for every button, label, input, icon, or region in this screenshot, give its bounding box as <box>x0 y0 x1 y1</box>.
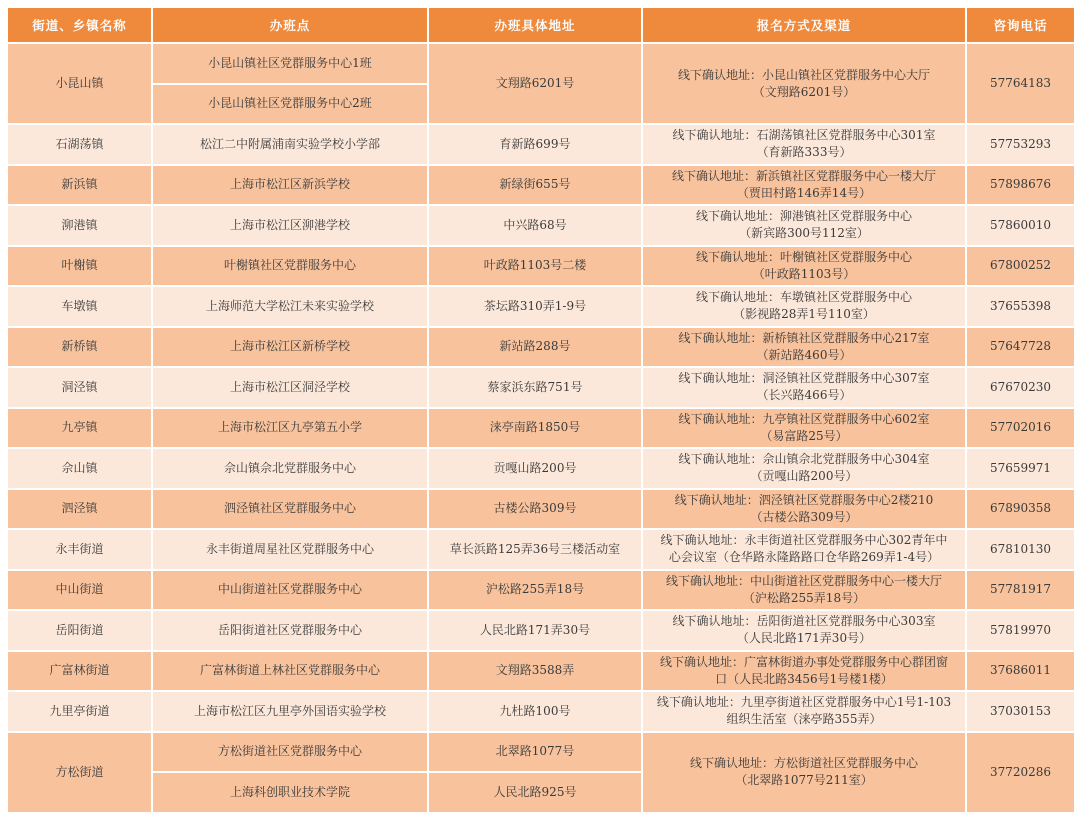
site-cell: 上海市松江区洞泾学校 <box>152 367 428 408</box>
site-cell: 永丰街道周星社区党群服务中心 <box>152 529 428 570</box>
town-cell: 车墩镇 <box>7 286 152 327</box>
table-row <box>7 691 1075 732</box>
address-cell: 北翠路1077号 <box>428 732 642 773</box>
town-cell: 永丰街道 <box>7 529 152 570</box>
address-cell: 新站路288号 <box>428 327 642 368</box>
town-cell: 方松街道 <box>7 732 152 813</box>
phone-cell: 57764183 <box>966 43 1075 124</box>
table-row <box>7 246 1075 287</box>
channel-cell: 线下确认地址：泗泾镇社区党群服务中心2楼210 （古楼公路309号） <box>642 489 966 530</box>
phone-cell: 37655398 <box>966 286 1075 327</box>
table-row <box>7 610 1075 651</box>
header-site: 办班点 <box>152 7 428 43</box>
phone-cell: 37720286 <box>966 732 1075 813</box>
town-cell: 新桥镇 <box>7 327 152 368</box>
channel-cell: 线下确认地址：新桥镇社区党群服务中心217室 （新站路460号） <box>642 327 966 368</box>
table-row <box>7 165 1075 206</box>
header-phone: 咨询电话 <box>966 7 1075 43</box>
table-row <box>7 489 1075 530</box>
town-cell: 小昆山镇 <box>7 43 152 124</box>
table-row <box>7 651 1075 692</box>
address-cell: 中兴路68号 <box>428 205 642 246</box>
address-cell: 草长浜路125弄36号三楼活动室 <box>428 529 642 570</box>
address-cell: 新绿街655号 <box>428 165 642 206</box>
address-cell: 茶坛路310弄1-9号 <box>428 286 642 327</box>
channel-cell: 线下确认地址：石湖荡镇社区党群服务中心301室 （育新路333号） <box>642 124 966 165</box>
channel-cell: 线下确认地址：广富林街道办事处党群服务中心群团窗 口（人民北路3456号1号楼1楼） <box>642 651 966 692</box>
town-cell: 中山街道 <box>7 570 152 611</box>
table-row <box>7 286 1075 327</box>
address-cell: 育新路699号 <box>428 124 642 165</box>
phone-cell: 67810130 <box>966 529 1075 570</box>
phone-cell: 57781917 <box>966 570 1075 611</box>
table-row <box>7 448 1075 489</box>
town-cell: 九里亭街道 <box>7 691 152 732</box>
address-cell: 古楼公路309号 <box>428 489 642 530</box>
table-row <box>7 408 1075 449</box>
phone-cell: 57702016 <box>966 408 1075 449</box>
address-cell: 人民北路925号 <box>428 772 642 813</box>
channel-cell: 线下确认地址：新浜镇社区党群服务中心一楼大厅 （贾田村路146弄14号） <box>642 165 966 206</box>
phone-cell: 67800252 <box>966 246 1075 287</box>
town-cell: 九亭镇 <box>7 408 152 449</box>
header-channel: 报名方式及渠道 <box>642 7 966 43</box>
phone-cell: 57647728 <box>966 327 1075 368</box>
address-cell: 叶政路1103号二楼 <box>428 246 642 287</box>
channel-cell: 线下确认地址：车墩镇社区党群服务中心 （影视路28弄1号110室） <box>642 286 966 327</box>
site-cell: 小昆山镇社区党群服务中心2班 <box>152 84 428 125</box>
table-row <box>7 732 1075 773</box>
channel-cell: 线下确认地址：方松街道社区党群服务中心 （北翠路1077号211室） <box>642 732 966 813</box>
channel-cell: 线下确认地址：小昆山镇社区党群服务中心大厅 （文翔路6201号） <box>642 43 966 124</box>
header-town: 街道、乡镇名称 <box>7 7 152 43</box>
site-cell: 佘山镇佘北党群服务中心 <box>152 448 428 489</box>
town-cell: 石湖荡镇 <box>7 124 152 165</box>
address-cell: 蔡家浜东路751号 <box>428 367 642 408</box>
channel-cell: 线下确认地址：九里亭街道社区党群服务中心1号1-103 组织生活室（涞亭路355弄） <box>642 691 966 732</box>
site-cell: 中山街道社区党群服务中心 <box>152 570 428 611</box>
site-cell: 岳阳街道社区党群服务中心 <box>152 610 428 651</box>
channel-cell: 线下确认地址：叶榭镇社区党群服务中心 （叶政路1103号） <box>642 246 966 287</box>
address-cell: 涞亭南路1850号 <box>428 408 642 449</box>
site-cell: 上海市松江区新浜学校 <box>152 165 428 206</box>
address-cell: 九杜路100号 <box>428 691 642 732</box>
phone-cell: 57860010 <box>966 205 1075 246</box>
site-cell: 上海市松江区九里亭外国语实验学校 <box>152 691 428 732</box>
table-row <box>7 367 1075 408</box>
table-row <box>7 205 1075 246</box>
table-row <box>7 327 1075 368</box>
town-cell: 泗泾镇 <box>7 489 152 530</box>
table-wrapper <box>6 6 1076 814</box>
phone-cell: 67670230 <box>966 367 1075 408</box>
site-cell: 广富林街道上林社区党群服务中心 <box>152 651 428 692</box>
town-cell: 新浜镇 <box>7 165 152 206</box>
town-cell: 叶榭镇 <box>7 246 152 287</box>
address-cell: 文翔路6201号 <box>428 43 642 124</box>
town-cell: 岳阳街道 <box>7 610 152 651</box>
table-row <box>7 570 1075 611</box>
site-cell: 小昆山镇社区党群服务中心1班 <box>152 43 428 84</box>
channel-cell: 线下确认地址：九亭镇社区党群服务中心602室 （易富路25号） <box>642 408 966 449</box>
phone-cell: 57753293 <box>966 124 1075 165</box>
site-cell: 叶榭镇社区党群服务中心 <box>152 246 428 287</box>
site-cell: 上海师范大学松江未来实验学校 <box>152 286 428 327</box>
phone-cell: 67890358 <box>966 489 1075 530</box>
channel-cell: 线下确认地址：中山街道社区党群服务中心一楼大厅 （沪松路255弄18号） <box>642 570 966 611</box>
table-row <box>7 43 1075 84</box>
town-cell: 泖港镇 <box>7 205 152 246</box>
phone-cell: 37030153 <box>966 691 1075 732</box>
site-cell: 松江二中附属浦南实验学校小学部 <box>152 124 428 165</box>
table-row <box>7 529 1075 570</box>
table-row <box>7 124 1075 165</box>
phone-cell: 57898676 <box>966 165 1075 206</box>
site-cell: 泗泾镇社区党群服务中心 <box>152 489 428 530</box>
channel-cell: 线下确认地址：岳阳街道社区党群服务中心303室 （人民北路171弄30号） <box>642 610 966 651</box>
town-cell: 佘山镇 <box>7 448 152 489</box>
site-cell: 方松街道社区党群服务中心 <box>152 732 428 773</box>
site-cell: 上海科创职业技术学院 <box>152 772 428 813</box>
header-address: 办班具体地址 <box>428 7 642 43</box>
phone-cell: 57659971 <box>966 448 1075 489</box>
town-cell: 广富林街道 <box>7 651 152 692</box>
address-cell: 人民北路171弄30号 <box>428 610 642 651</box>
town-cell: 洞泾镇 <box>7 367 152 408</box>
address-cell: 文翔路3588弄 <box>428 651 642 692</box>
site-cell: 上海市松江区新桥学校 <box>152 327 428 368</box>
phone-cell: 37686011 <box>966 651 1075 692</box>
site-cell: 上海市松江区九亭第五小学 <box>152 408 428 449</box>
phone-cell: 57819970 <box>966 610 1075 651</box>
channel-cell: 线下确认地址：泖港镇社区党群服务中心 （新宾路300号112室） <box>642 205 966 246</box>
address-cell: 沪松路255弄18号 <box>428 570 642 611</box>
address-cell: 贡嘎山路200号 <box>428 448 642 489</box>
header-row <box>7 7 1075 43</box>
channel-cell: 线下确认地址：洞泾镇社区党群服务中心307室 （长兴路466号） <box>642 367 966 408</box>
site-cell: 上海市松江区泖港学校 <box>152 205 428 246</box>
channel-cell: 线下确认地址：佘山镇佘北党群服务中心304室 （贡嘎山路200号） <box>642 448 966 489</box>
registration-table <box>6 6 1076 814</box>
channel-cell: 线下确认地址：永丰街道社区党群服务中心302青年中 心会议室（仓华路永隆路路口仓华路269弄1-4号） <box>642 529 966 570</box>
